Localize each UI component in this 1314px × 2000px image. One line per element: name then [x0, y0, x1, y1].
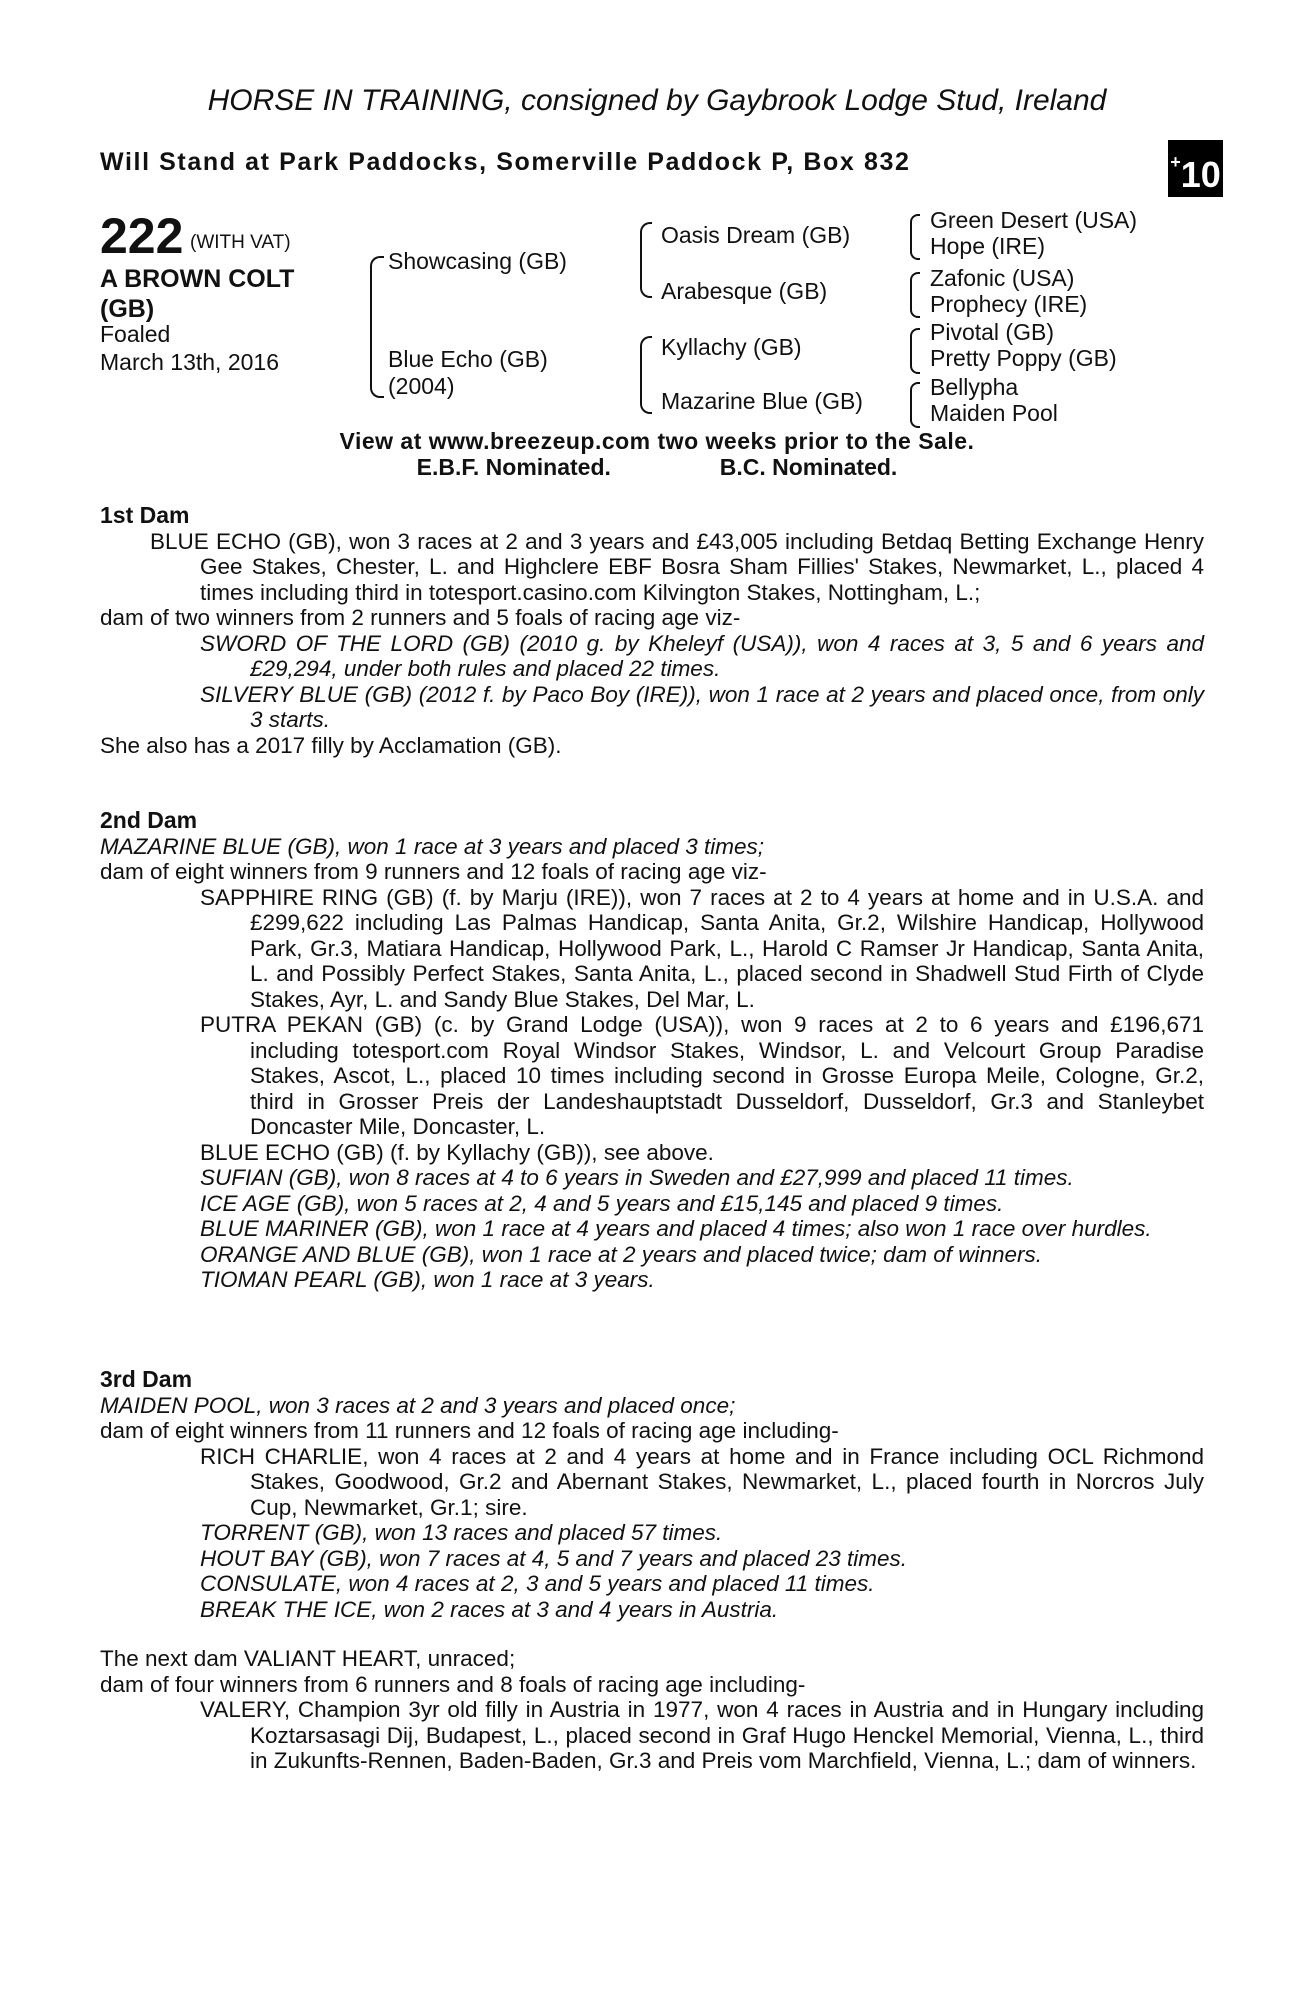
third-dam-foal-4: CONSULATE, won 4 races at 2, 3 and 5 years and placed 11 times. — [200, 1571, 875, 1596]
next-dam-record: The next dam VALIANT HEART, unraced; — [100, 1646, 516, 1671]
first-dam-foal-1: SWORD OF THE LORD (GB) (2010 g. by Kheleyf (USA)), won 4 races at 3, 5 and 6 years and £29,294, under both rules and placed 22 times. — [200, 630, 1204, 681]
pedigree-bracket-sd — [910, 272, 920, 318]
next-dam-produce: dam of four winners from 6 runners and 8 foals of racing age including- — [100, 1671, 806, 1697]
second-dam-foal-2: PUTRA PEKAN (GB) (c. by Grand Lodge (USA)), won 9 races at 2 to 6 years and £196,671 including totesport.com Royal Windsor Stakes, Windsor, L. and Velcourt Group Paradise Stakes, Ascot, L., placed 10 times including second in Grosse Europa Meile, Cologne, Gr.2, third in Grosser Preis der Landeshauptstadt Dusseldorf, Dusseldorf, Gr.3 and Stanleybet Doncaster Mile, Doncaster, L. — [200, 1012, 1204, 1139]
first-dam-produce: dam of two winners from 2 runners and 5 foals of racing age viz- — [100, 605, 741, 630]
second-dam-heading: 2nd Dam — [100, 807, 198, 833]
pedigree-dd-dam: Maiden Pool — [930, 400, 1058, 426]
pedigree-bracket-sire-parents — [640, 222, 652, 298]
stand-location: Will Stand at Park Paddocks, Somerville Paddock P, Box 832 — [100, 148, 911, 176]
first-dam-note: She also has a 2017 filly by Acclamation (GB). — [100, 732, 562, 758]
vat-label: (WITH VAT) — [190, 232, 291, 253]
third-dam-section — [100, 1367, 1204, 1622]
second-dam-foal-6: BLUE MARINER (GB), won 1 race at 4 years and placed 4 times; also won 1 race over hurdles. — [200, 1216, 1152, 1241]
pedigree-dam: Blue Echo (GB) — [388, 346, 548, 372]
foaled-date: March 13th, 2016 — [100, 349, 280, 375]
next-dam-section — [100, 1646, 1204, 1774]
lot-number: 222 — [100, 208, 184, 264]
second-dam-section — [100, 808, 1204, 1293]
pedigree-bracket-ss — [910, 214, 920, 260]
pedigree-ds-dam: Pretty Poppy (GB) — [930, 345, 1117, 371]
second-dam-produce: dam of eight winners from 9 runners and 12 foals of racing age viz- — [100, 859, 767, 884]
first-dam-section — [100, 503, 1204, 758]
ebf-nominated: E.B.F. Nominated. — [416, 454, 611, 480]
second-dam-foal-4: SUFIAN (GB), won 8 races at 4 to 6 years in Sweden and £27,999 and placed 11 times. — [200, 1165, 1074, 1190]
pedigree-dam-sire: Kyllachy (GB) — [661, 334, 802, 360]
second-dam-foal-1: SAPPHIRE RING (GB) (f. by Marju (IRE)), won 7 races at 2 to 4 years at home and in U.S.A. and £299,622 including Las Palmas Handicap, Santa Anita, Gr.2, Wilshire Handicap, Hollywood Park, Gr.3, Matiara Handicap, Hollywood Park, L., Harold C Ramser Jr Handicap, Santa Anita, L. and Possibly Perfect Stakes, Santa Anita, L., placed second in Shadwell Stud Firth of Clyde Stakes, Ayr, L. and Sandy Blue Stakes, Del Mar, L. — [200, 884, 1204, 1012]
pedigree-ds-sire: Pivotal (GB) — [930, 319, 1054, 345]
first-dam-heading: 1st Dam — [100, 502, 190, 528]
pedigree-sire-sire: Oasis Dream (GB) — [661, 222, 851, 248]
pedigree-bracket-sire-dam — [370, 256, 384, 398]
foaled-block — [100, 320, 279, 376]
second-dam-foal-5: ICE AGE (GB), won 5 races at 2, 4 and 5 years and £15,145 and placed 9 times. — [200, 1190, 1004, 1216]
second-dam-foal-3: BLUE ECHO (GB) (f. by Kyllachy (GB)), see above. — [200, 1139, 714, 1165]
third-dam-record: MAIDEN POOL, won 3 races at 2 and 3 years and placed once; — [100, 1392, 736, 1418]
second-dam-foal-7: ORANGE AND BLUE (GB), won 1 race at 2 years and placed twice; dam of winners. — [200, 1241, 1043, 1267]
pedigree-dd-sire: Bellypha — [930, 374, 1019, 400]
pedigree-sd-sire: Zafonic (USA) — [930, 265, 1075, 291]
pedigree-sire: Showcasing (GB) — [388, 248, 567, 274]
pedigree-bracket-dam-parents — [640, 336, 652, 414]
second-dam-record: MAZARINE BLUE (GB), won 1 race at 3 years and placed 3 times; — [100, 833, 765, 859]
pedigree-dam-year: (2004) — [388, 373, 455, 399]
view-note: View at www.breezeup.com two weeks prior to the Sale. — [339, 428, 975, 454]
pedigree-sire-dam: Arabesque (GB) — [661, 278, 828, 304]
foaled-label: Foaled — [100, 321, 171, 347]
pedigree-bracket-dd — [910, 382, 920, 428]
third-dam-heading: 3rd Dam — [100, 1366, 193, 1392]
pedigree-sd-dam: Prophecy (IRE) — [930, 291, 1088, 317]
horse-description: A BROWN COLT (GB) — [100, 265, 295, 323]
badge-plus: + — [1170, 152, 1181, 172]
first-dam-record: BLUE ECHO (GB), won 3 races at 2 and 3 years and £43,005 including Betdaq Betting Exchange Henry Gee Stakes, Chester, L. and Highclere EBF Bosra Sham Fillies' Stakes, Newmarket, L., placed 4 times including third in totesport.casino.com Kilvington Stakes, Nottingham, L.; — [150, 528, 1204, 605]
pedigree-bracket-ds — [910, 328, 920, 374]
third-dam-foal-1: RICH CHARLIE, won 4 races at 2 and 4 years at home and in France including OCL Richmond Stakes, Goodwood, Gr.2 and Abernant Stakes, Newmarket, L., placed fourth in Norcros July Cup, Newmarket, Gr.1; sire. — [200, 1443, 1204, 1520]
next-dam-foal-1: VALERY, Champion 3yr old filly in Austria in 1977, won 4 races in Austria and in Hungary including Koztarsasagi Dij, Budapest, L., placed second in Graf Hugo Henckel Memorial, Vienna, L., third in Zukunfts-Rennen, Baden-Baden, Gr.3 and Preis vom Marchfield, Vienna, L.; dam of winners. — [200, 1697, 1204, 1773]
first-dam-foal-2: SILVERY BLUE (GB) (2012 f. by Paco Boy (IRE)), won 1 race at 2 years and placed once, from only 3 starts. — [200, 681, 1204, 732]
bc-nominated: B.C. Nominated. — [719, 454, 898, 480]
third-dam-foal-3: HOUT BAY (GB), won 7 races at 4, 5 and 7 years and placed 23 times. — [200, 1545, 908, 1571]
pedigree-ss-dam: Hope (IRE) — [930, 233, 1046, 259]
nominations — [0, 454, 1314, 481]
badge-number: 10 — [1180, 154, 1221, 195]
pedigree-dam-dam: Mazarine Blue (GB) — [661, 388, 863, 414]
third-dam-produce: dam of eight winners from 11 runners and 12 foals of racing age including- — [100, 1418, 839, 1443]
third-dam-foal-2: TORRENT (GB), won 13 races and placed 57 times. — [200, 1520, 723, 1545]
pedigree-ss-sire: Green Desert (USA) — [930, 207, 1138, 233]
second-dam-foal-8: TIOMAN PEARL (GB), won 1 race at 3 years. — [200, 1267, 655, 1292]
third-dam-foal-5: BREAK THE ICE, won 2 races at 3 and 4 years in Austria. — [200, 1596, 779, 1622]
badge-10 — [1168, 140, 1223, 197]
page-title: HORSE IN TRAINING, consigned by Gaybrook Lodge Stud, Ireland — [207, 84, 1107, 117]
